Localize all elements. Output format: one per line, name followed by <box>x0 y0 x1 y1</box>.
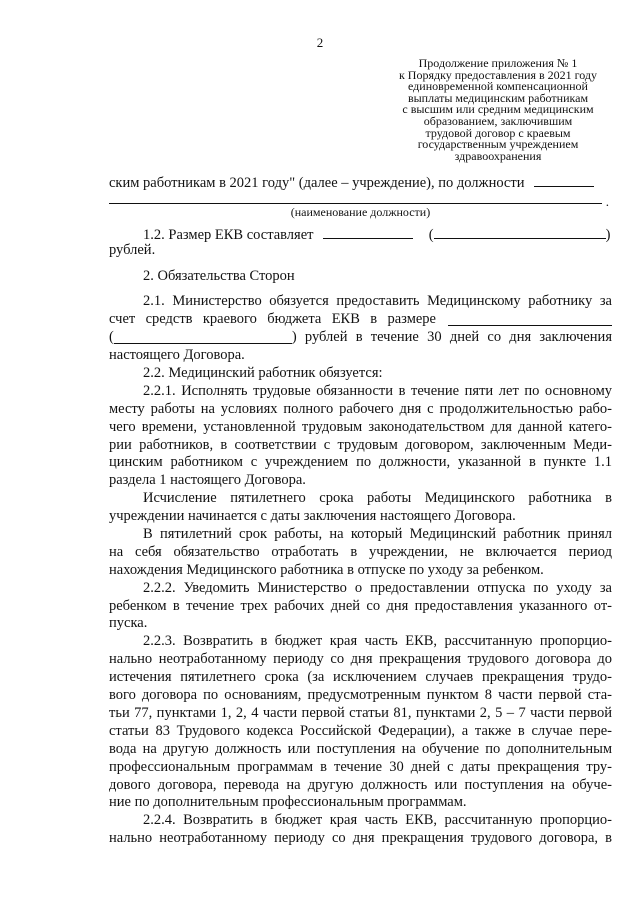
position-blank-line <box>109 190 612 208</box>
close-paren: ) <box>605 226 611 243</box>
appendix-header-line: Продолжение приложения № 1 <box>418 56 578 70</box>
clause-2-2-1-line: месту работы на условиях полного рабочего дня с продолжительностью рабо- <box>109 400 612 417</box>
open-paren: ( <box>428 226 434 243</box>
clause-2-2-3-line: статьи 83 Трудового кодекса Российской Федерации), а также в случае пере- <box>109 722 612 739</box>
rule-tail: . <box>605 193 609 209</box>
clause-2-2-1-line: 2.2.1. Исполнять трудовые обязанности в течение пяти лет по основному <box>143 382 612 399</box>
clause-2-2-3-line: тьи 77, пунктами 1, 2, 4 части первой статьи 81, пунктами 2, 5 – 7 части первой <box>109 704 612 721</box>
clause-2-1-text: ) рублей в течение 30 дней со дня заключения <box>291 329 612 346</box>
clause-2-2-3-line: дового договора, перевода на другую должность или поступления на обуче- <box>109 776 612 793</box>
ekv-amount-words-blank <box>434 224 606 239</box>
period-exclusion-line: В пятилетний срок работы, на который Медицинский работник принял <box>143 526 612 543</box>
period-exclusion-line: на себя обязательство отработать в учреждении, не включается период <box>109 543 612 560</box>
appendix-header-line: государственным учреждением <box>417 137 579 152</box>
section-2-heading: 2. Обязательства Сторон <box>143 267 295 284</box>
intro-line <box>109 172 612 190</box>
intro-text: ским работникам в 2021 году" (далее – учреждение), по должности <box>109 175 525 191</box>
clause-1-2-line2: рублей. <box>109 241 156 258</box>
position-blank-short <box>534 172 594 187</box>
clause-2-2-4-line: 2.2.4. Возвратить в бюджет края часть ЕКВ, рассчитанную пропорцио- <box>143 812 612 829</box>
clause-2-2: 2.2. Медицинский работник обязуется: <box>143 365 383 382</box>
ekv-amount-words-blank-2 <box>114 329 292 344</box>
period-start-line: Исчисление пятилетнего срока работы Медицинского работника в <box>143 490 612 507</box>
appendix-header-line: единовременной компенсационной <box>408 79 588 94</box>
period-start-line: учреждении начинается с даты заключения настоящего Договора. <box>109 508 516 525</box>
open-paren-2: ( <box>109 329 114 346</box>
clause-2-2-1-line: чего времени, установленной трудовым законодательством для данной катего- <box>109 418 612 435</box>
clause-2-2-2-line: пуска. <box>109 615 148 632</box>
clause-2-2-3-line: 2.2.3. Возвратить в бюджет края часть ЕКВ, рассчитанную пропорцио- <box>143 633 612 650</box>
clause-2-1-text: счет средств краевого бюджета ЕКВ в размере <box>109 311 436 328</box>
appendix-header-line: выплаты медицинским работникам <box>407 90 589 105</box>
clause-1-2-text: 1.2. Размер ЕКВ составляет <box>143 226 314 243</box>
position-caption: (наименование должности) <box>290 204 431 219</box>
period-exclusion-line: нахождения Медицинского работника в отпуске по уходу за ребенком. <box>109 561 544 578</box>
appendix-header-line: здравоохранения <box>454 148 542 163</box>
ekv-amount-blank <box>323 224 413 239</box>
clause-2-2-1-line: цинским работником с учреждением по должности, указанной в пункте 1.1 <box>109 454 612 471</box>
clause-2-1-line <box>109 329 612 347</box>
clause-2-2-1-line: раздела 1 настоящего Договора. <box>109 472 306 489</box>
document-body <box>109 172 612 848</box>
clause-2-2-2-line: 2.2.2. Уведомить Министерство о предоставлении отпуска по уходу за <box>143 579 612 596</box>
appendix-header-line: трудовой договор с краевым <box>425 125 571 140</box>
clause-2-2-3-line: профессиональным программам в течение 30 дней с даты прекращения тру- <box>109 758 612 775</box>
clause-2-2-2-line: ребенком в течение трех рабочих дней со дня предоставления указанного от- <box>109 597 612 614</box>
appendix-header-line: образованием, заключившим <box>423 113 573 128</box>
appendix-header-line: с высшим или средним медицинским <box>402 102 594 117</box>
clause-2-2-4-line: нально неотработанному периоду со дня прекращения трудового договора, в <box>109 830 612 847</box>
clause-2-1-line: настоящего Договора. <box>109 347 245 364</box>
appendix-header-line: к Порядку предоставления в 2021 году <box>398 67 598 82</box>
clause-2-1-line: 2.1. Министерство обязуется предоставить Медицинскому работнику за <box>143 293 612 310</box>
page-number: 2 <box>316 35 324 50</box>
clause-2-2-3-line: вого договора по основаниям, предусмотренным пунктом 8 части первой ста- <box>109 687 612 704</box>
appendix-header <box>388 58 608 162</box>
clause-2-2-3-line: истечения пятилетнего срока (за исключением случаев прекращения трудо- <box>109 669 612 686</box>
position-rule <box>109 203 602 204</box>
clause-2-1-line <box>109 311 612 329</box>
clause-2-2-1-line: рии работников, в соответствии с трудовым договором, заключенным Меди- <box>109 436 612 453</box>
clause-2-2-3-line: нально неотработанному периоду со дня прекращения трудового договора до <box>109 651 612 668</box>
clause-2-2-3-line: ние по дополнительным профессиональным программам. <box>109 794 467 811</box>
ekv-amount-blank-2 <box>448 311 612 326</box>
clause-1-2 <box>109 224 612 242</box>
clause-2-2-3-line: вода на другую должность или поступления на обучение по дополнительным <box>109 740 612 757</box>
